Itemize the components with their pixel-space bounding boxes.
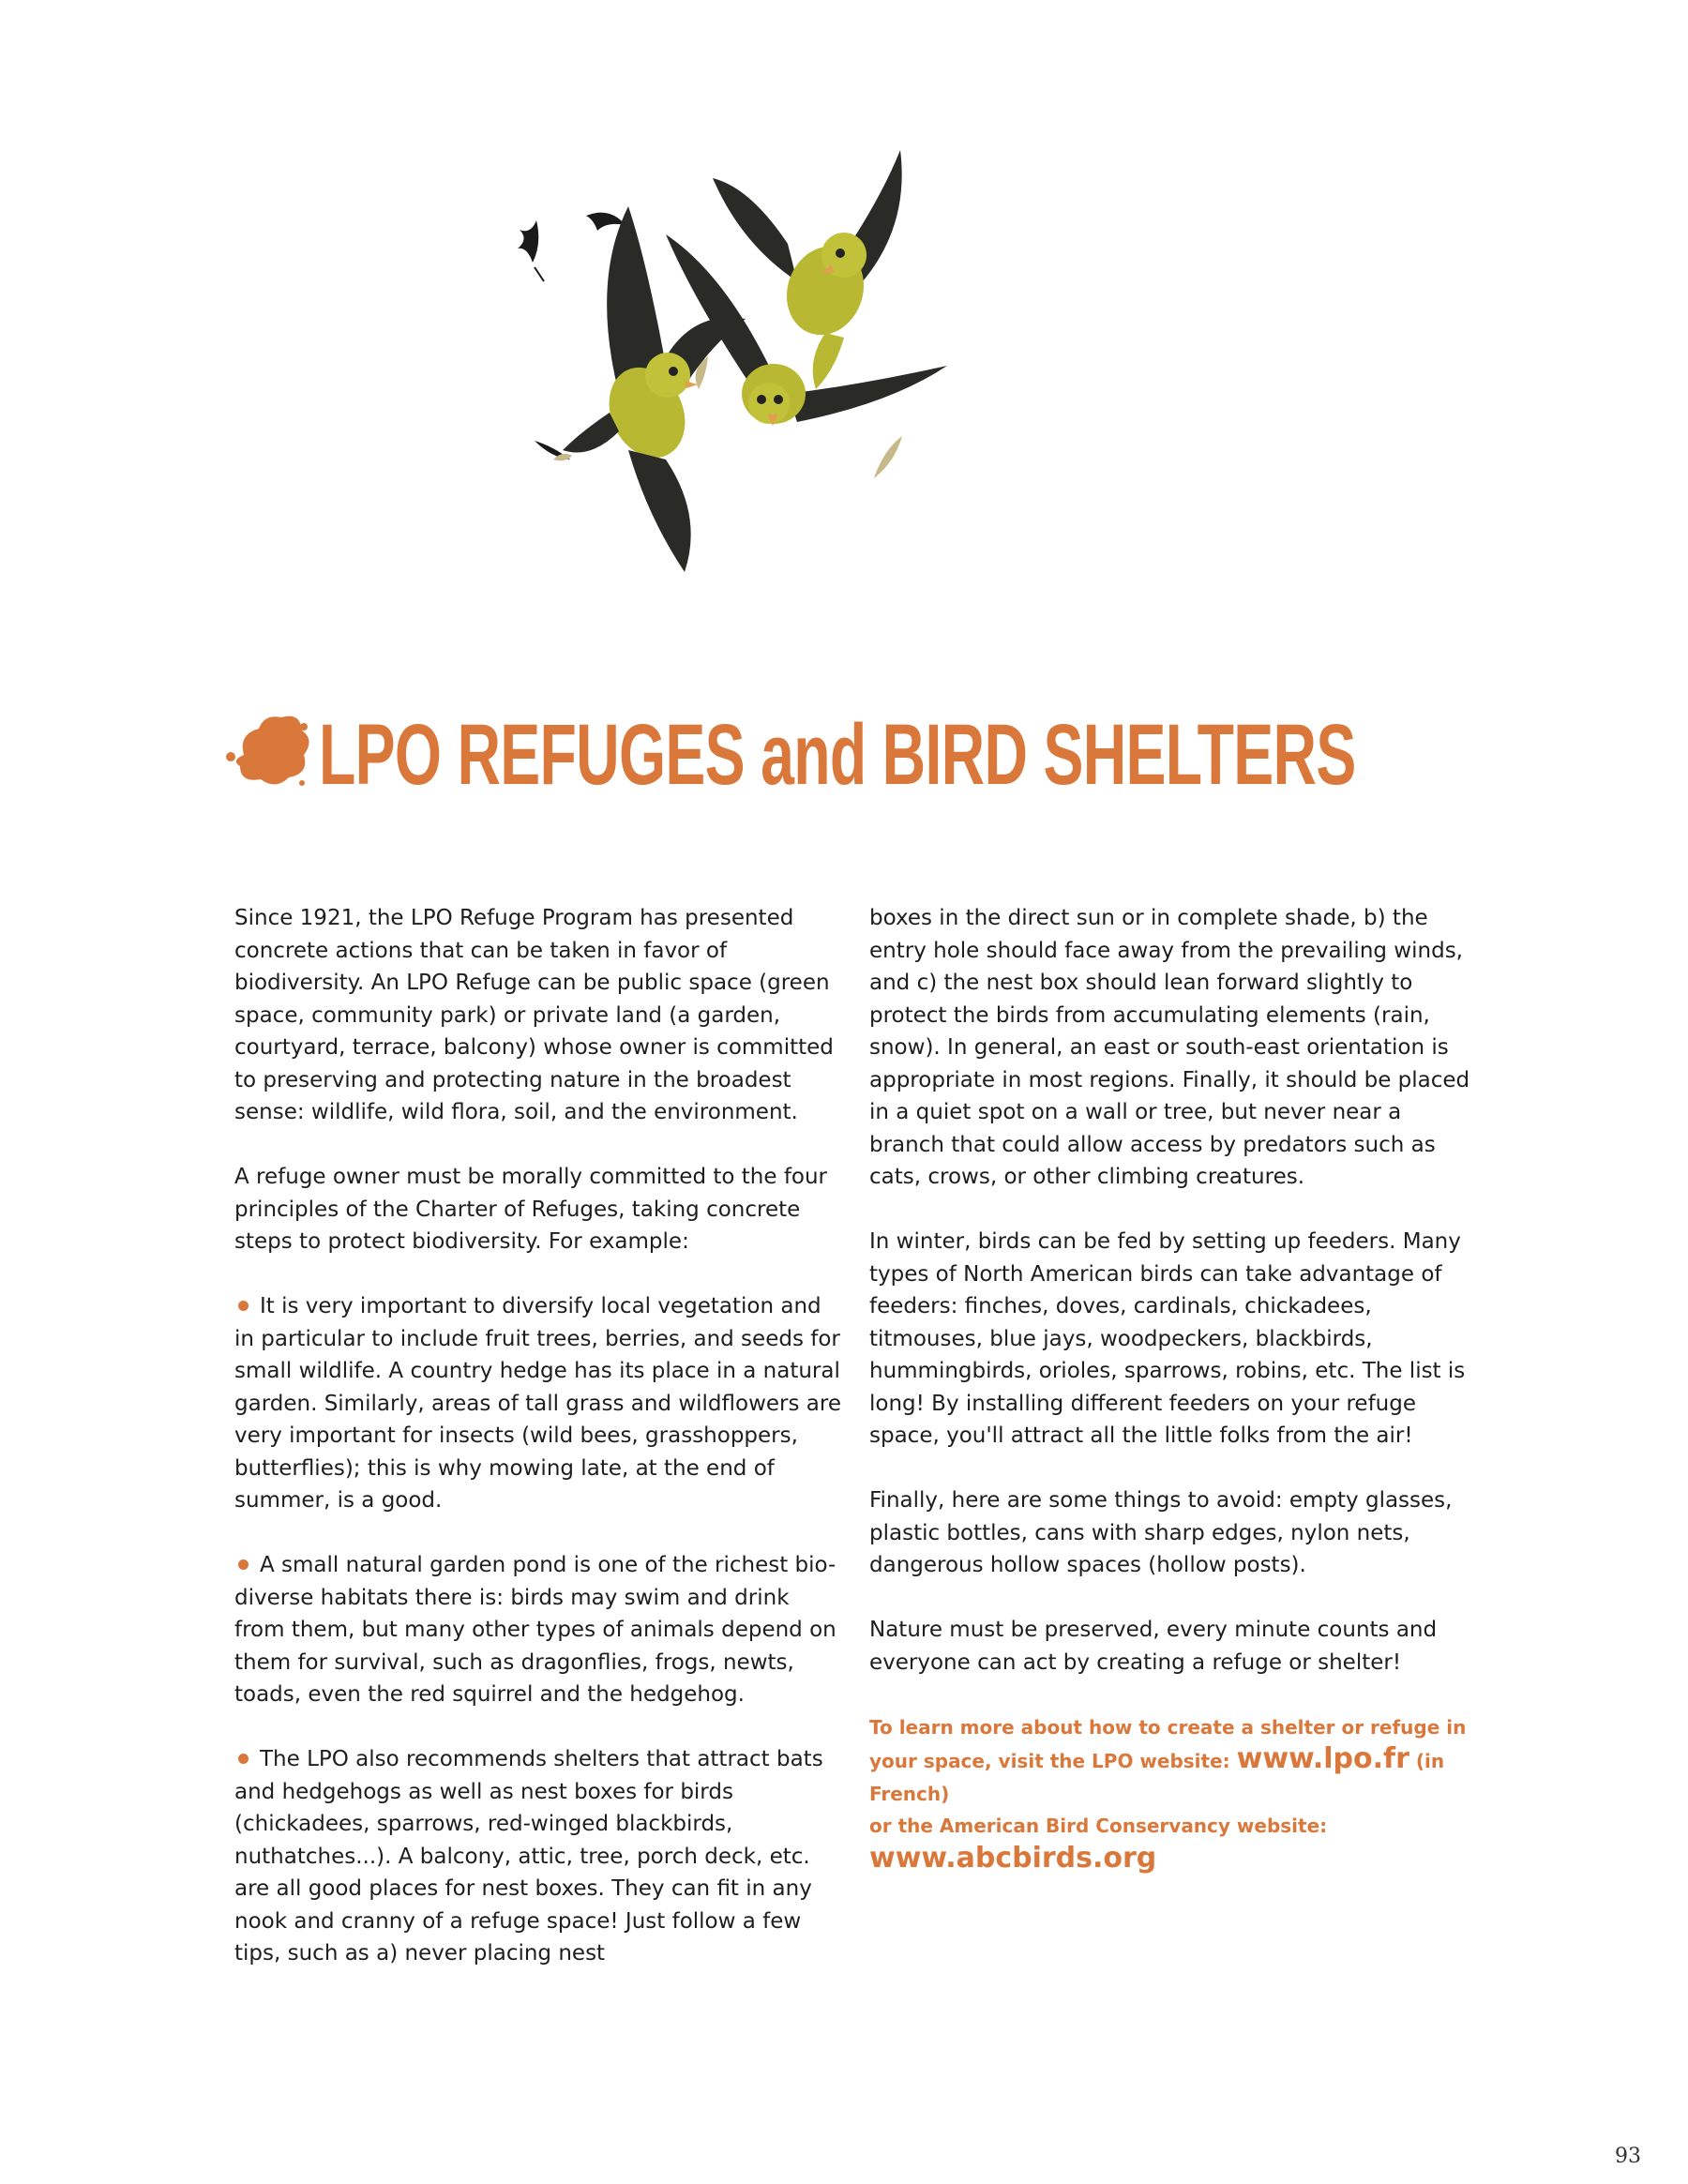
abc-website-link[interactable]: www.abcbirds.org — [869, 1841, 1157, 1875]
feather-icon — [518, 220, 544, 281]
learn-more-box: To learn more about how to create a shelter or refuge in your space, visit the LPO website: www.lpo.fr (in French) or the American Bird Conservancy website: www.abcbirds.org — [869, 1715, 1467, 1875]
page-number: 93 — [1615, 2145, 1641, 2168]
bullet-item: A small natural garden pond is one of the richest bio-diverse habitats there is: birds may swim and drink from them, but many other types of animals depend on them for survival, such as dragonflies, frogs, newts, toads, even the red squirrel and the hedgehog. — [234, 1553, 836, 1707]
paragraph: Nature must be preserved, every minute counts and everyone can act by creating a refuge or shelter! — [869, 1618, 1438, 1675]
right-column — [869, 902, 1479, 1876]
paragraph: Since 1921, the LPO Refuge Program has presented concrete actions that can be taken in favor of biodiversity. An LPO Refuge can be public space (green space, community park) or private land (a garden, courtyard, terrace, balcony) whose owner is committed to preserving and protecting nature in the broadest sense: wildlife, wild flora, soil, and the environment. — [234, 906, 834, 1124]
bird-left — [563, 206, 746, 572]
bullet-item: The LPO also recommends shelters that attract bats and hedgehogs as well as nest boxes for birds (chickadees, sparrows, red-winged blackbirds, nuthatches...). A balcony, attic, tree, porch deck, etc. are all good places for nest boxes. They can fit in any nook and cranny of a refuge space! Just follow a few tips, such as a) never placing nest — [234, 1747, 823, 1966]
title-row — [225, 699, 1388, 811]
bullet-dot-icon — [238, 1301, 249, 1311]
bullet-dot-icon — [238, 1559, 249, 1570]
birds-illustration — [506, 150, 994, 591]
paragraph: Finally, here are some things to avoid: empty glasses, plastic bottles, cans with sharp edges, nylon nets, dangerous hollow spaces (hollow posts). — [869, 1488, 1453, 1577]
page-title: LPO REFUGES and BIRD SHELTERS — [319, 707, 1356, 803]
feather-icon — [874, 436, 902, 478]
lpo-website-link[interactable]: www.lpo.fr — [1236, 1742, 1409, 1775]
left-column — [234, 902, 844, 2002]
paragraph: A refuge owner must be morally committed to the four principles of the Charter of Refuges, taking concrete steps to protect biodiversity. For example: — [234, 1165, 828, 1254]
paint-splat-icon — [225, 708, 311, 794]
paragraph: boxes in the direct sun or in complete shade, b) the entry hole should face away from the prevailing winds, and c) the nest box should lean forward slightly to protect the birds from accumulating elements (rain, snow). In general, an east or south-east orientation is appropriate in most regions. Finally, it should be placed in a quiet spot on a wall or tree, but never near a branch that could allow access by predators such as cats, crows, or other climbing creatures. — [869, 906, 1470, 1189]
bullet-dot-icon — [238, 1754, 249, 1764]
bullet-item: It is very important to diversify local vegetation and in particular to include fruit trees, berries, and seeds for small wildlife. A country hedge has its place in a natural garden. Similarly, areas of tall grass and wildflowers are very important for insects (wild bees, grasshoppers, butterflies); this is why mowing late, at the end of summer, is a good. — [234, 1294, 841, 1513]
paragraph: In winter, birds can be fed by setting up feeders. Many types of North American birds can take advantage of feeders: finches, doves, cardinals, chickadees, titmouses, blue jays, woodpeckers, blackbirds, hummingbirds, orioles, sparrows, robins, etc. The list is long! By installing different feeders on your refuge space, you'll attract all the little folks from the air! — [869, 1229, 1466, 1448]
